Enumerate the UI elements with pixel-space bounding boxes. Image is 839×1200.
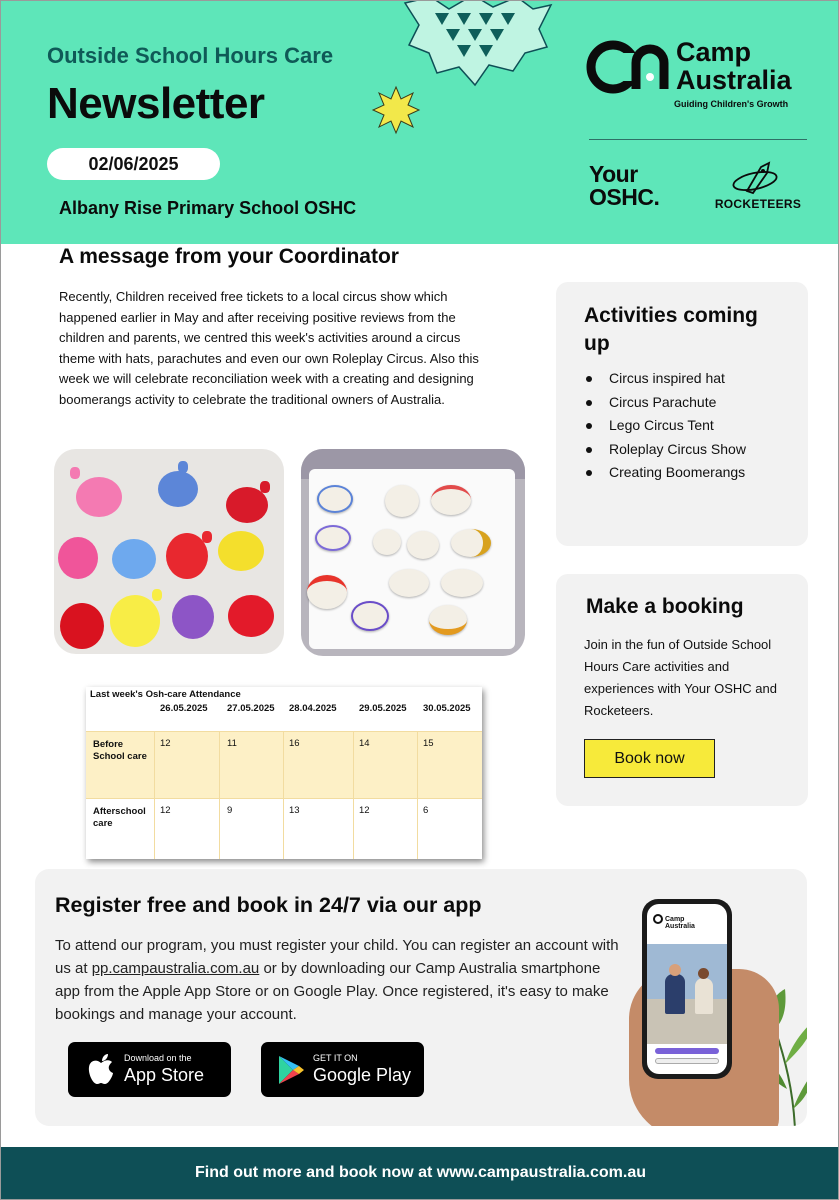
- attendance-date-header: 26.05.2025: [160, 703, 208, 714]
- attendance-cell: 15: [423, 738, 434, 749]
- activity-label: Roleplay Circus Show: [609, 440, 746, 457]
- attendance-cell: 16: [289, 738, 300, 749]
- bullet-icon: [586, 447, 592, 453]
- activities-title: Activities coming up: [584, 304, 758, 355]
- app-store-small-label: Download on the: [124, 1053, 192, 1063]
- coordinator-message-body: Recently, Children received free tickets to a local circus show which happened earlier in May and after receiving positive reviews from the children and parents, we centred this week's activities around a circus theme with hats, parachutes and even our own Roleplay Circus. Also this week we will celebrate reconciliation week with a creating and designing boomerangs activity to celebrate the traditional owners of Australia.: [59, 289, 479, 407]
- sun-icon: [371, 85, 421, 135]
- header-divider: [589, 139, 807, 140]
- activity-label: Circus Parachute: [609, 393, 717, 410]
- apple-icon: [86, 1053, 116, 1087]
- attendance-cell: 6: [423, 805, 429, 816]
- camp-australia-word2: Australia: [676, 65, 792, 95]
- rocketeers-logo: [703, 161, 813, 215]
- app-store-button[interactable]: [68, 1042, 231, 1097]
- book-now-button[interactable]: Book now: [584, 739, 715, 778]
- register-link[interactable]: pp.campaustralia.com.au: [91, 960, 260, 977]
- table-gridline: [353, 731, 354, 859]
- register-section: [35, 869, 807, 1126]
- phone-screen: [647, 904, 727, 1074]
- triangle-badge-icon: [401, 0, 553, 87]
- rocketeers-word: ROCKETEERS: [714, 197, 802, 211]
- your-oshc-line1: Your: [589, 161, 638, 187]
- school-name: Albany Rise Primary School OSHC: [59, 198, 357, 218]
- phone-button: [655, 1048, 719, 1054]
- google-play-icon: [277, 1055, 305, 1085]
- camp-australia-word1: Camp: [676, 37, 752, 67]
- register-text-after: or by downloading our Camp Australia smartphone app from the Apple App Store or on Google Play. Once registered, it's easy to make bookings and manage your account.: [55, 960, 609, 1023]
- coordinator-message-title: A message from your Coordinator: [59, 245, 399, 268]
- table-row: [86, 731, 482, 798]
- table-gridline: [283, 731, 284, 859]
- attendance-date-header: 27.05.2025: [227, 703, 275, 714]
- bullet-icon: [586, 423, 592, 429]
- attendance-cell: 12: [160, 805, 171, 816]
- activity-label: Circus inspired hat: [609, 370, 725, 386]
- camp-australia-logo: [586, 37, 816, 117]
- table-gridline: [417, 731, 418, 859]
- attendance-cell: 11: [227, 738, 237, 749]
- app-store-big-label: App Store: [124, 1065, 205, 1085]
- register-title: Register free and book in 24/7 via our app: [55, 893, 482, 917]
- attendance-cell: 12: [359, 805, 370, 816]
- attendance-table: [86, 687, 482, 859]
- phone-brand-line2: Australia: [665, 923, 695, 930]
- attendance-cell: 14: [359, 738, 370, 749]
- your-oshc-line2: OSHC.: [589, 184, 660, 210]
- table-gridline: [86, 798, 482, 799]
- attendance-cell: 12: [160, 738, 171, 749]
- phone-brand-line1: Camp: [665, 916, 685, 923]
- list-item: [584, 367, 746, 391]
- your-oshc-logo: [589, 163, 659, 209]
- attendance-cell: 13: [289, 805, 300, 816]
- google-play-big-label: Google Play: [313, 1065, 412, 1085]
- rocket-icon: [703, 161, 813, 197]
- attendance-row-label: Before School care: [93, 739, 147, 762]
- attendance-date-header: 29.05.2025: [359, 703, 407, 714]
- bullet-icon: [586, 376, 592, 382]
- date-pill: 02/06/2025: [47, 148, 220, 180]
- phone-logo-icon: [653, 914, 663, 924]
- google-play-button[interactable]: [261, 1042, 424, 1097]
- attendance-date-header: 30.05.2025: [423, 703, 471, 714]
- footer-banner: Find out more and book now at www.campaustralia.com.au: [1, 1147, 839, 1200]
- bullet-icon: [586, 400, 592, 406]
- phone-button: [655, 1058, 719, 1064]
- register-text-before: To attend our program, you must register your child. You can register an account with us at: [55, 937, 619, 977]
- list-item: [584, 391, 746, 415]
- register-body: [55, 934, 625, 1026]
- list-item: [584, 438, 746, 462]
- list-item: [584, 461, 746, 485]
- balloons-photo: [54, 449, 284, 654]
- attendance-cell: 9: [227, 805, 233, 816]
- table-gridline: [86, 731, 482, 732]
- booking-body: Join in the fun of Outside School Hours Care activities and experiences with Your OSHC and Rocketeers.: [584, 637, 777, 718]
- header-banner: [1, 1, 839, 244]
- attendance-caption: Last week's Osh-care Attendance: [90, 689, 241, 700]
- activities-card: [556, 282, 808, 546]
- google-play-small-label: GET IT ON: [313, 1053, 358, 1063]
- phone-photo: [647, 944, 727, 1044]
- header-title: Newsletter: [47, 79, 265, 128]
- header-subtitle: Outside School Hours Care: [47, 43, 334, 68]
- phone-brand: [665, 916, 695, 930]
- activities-list: [584, 367, 746, 485]
- painted-stones-photo: [301, 449, 525, 656]
- bullet-icon: [586, 470, 592, 476]
- activity-label: Creating Boomerangs: [609, 464, 746, 480]
- activity-label: Lego Circus Tent: [609, 417, 714, 433]
- table-row: [86, 798, 482, 859]
- attendance-date-header: 28.04.2025: [289, 703, 337, 714]
- table-gridline: [219, 731, 220, 859]
- camp-australia-mark-icon: [586, 39, 670, 95]
- booking-card: [556, 574, 808, 806]
- list-item: [584, 414, 746, 438]
- camp-australia-tagline: Guiding Children's Growth: [674, 99, 789, 109]
- phone-mockup: [642, 899, 732, 1079]
- table-gridline: [154, 731, 155, 859]
- booking-title: Make a booking: [586, 595, 744, 618]
- attendance-row-label: Afterschool care: [93, 806, 146, 829]
